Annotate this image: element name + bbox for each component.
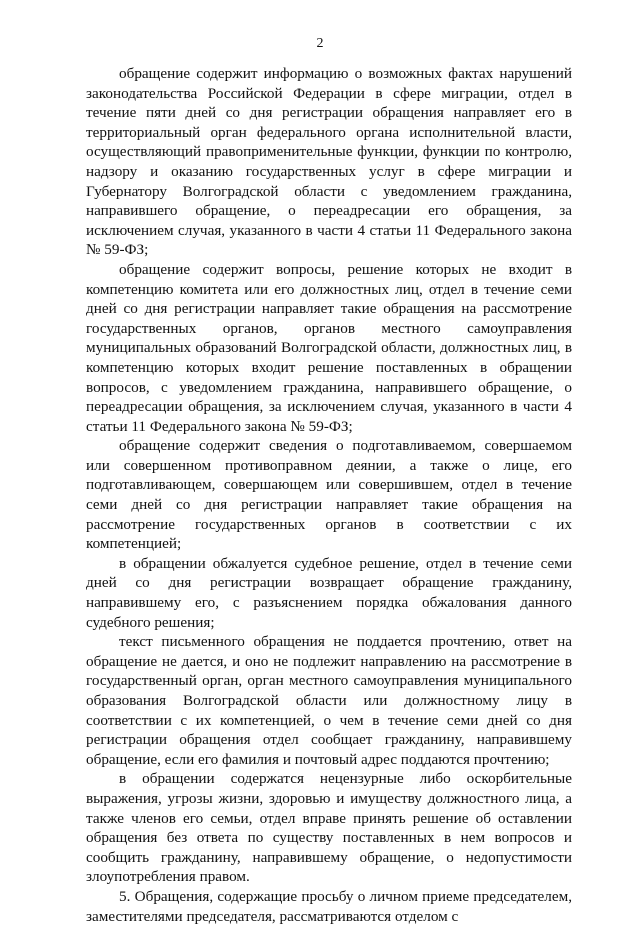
paragraph-unreadable-text: текст письменного обращения не поддается прочтению, ответ на обращение не дается, и оно не подлежит направлению на рассмотрение в государственный орган, орган местного самоуправления муниципального образования Волгоградской области или должностному лицу в соответствии с их компетенцией, о чем в течение семи дней со дня регистрации обращения отдел сообщает гражданину, направившему обращение, если его фамилия и почтовый адрес поддаются прочтению; xyxy=(86,633,572,768)
paragraph-migration-violations: обращение содержит информацию о возможных фактах нарушений законодательства Российской Федерации в сфере миграции, отдел в течение пяти дней со дня регистрации обращения направляет его в территориальный орган федерального органа исполнительной власти, осуществляющий правоприменительные функции, функции по контролю, надзору и оказанию государственных услуг в сфере миграции и Губернатору Волгоградской области с уведомлением гражданина, направившего обращение, о переадресации его обращения, за исключением случая, указанного в части 4 статьи 11 Федерального закона № 59-ФЗ; xyxy=(86,65,572,259)
paragraph-unlawful-act: обращение содержит сведения о подготавливаемом, совершаемом или совершенном противоправном деянии, а также о лице, его подготавливающем, совершающем или совершившем, отдел в течение семи дней со дня регистрации направляет такие обращения на рассмотрение государственных органов в соответствии с их компетенцией; xyxy=(86,437,572,553)
paragraph-outside-competence: обращение содержит вопросы, решение которых не входит в компетенцию комитета или его должностных лиц, отдел в течение семи дней со дня регистрации направляет такие обращения на рассмотрение государственных органов, органов местного самоуправления муниципальных образований Волгоградской области, должностных лиц, в компетенцию которых входит решение поставленных в обращении вопросов, с уведомлением гражданина, направившего обращение, о переадресации обращения, за исключением случая, указанного в части 4 статьи 11 Федерального закона № 59-ФЗ; xyxy=(86,260,572,435)
paragraph-personal-reception: 5. Обращения, содержащие просьбу о личном приеме председателем, заместителями председателя, рассматриваются отделом с xyxy=(86,887,572,925)
document-body xyxy=(86,64,572,926)
paragraph-offensive-language: в обращении содержатся нецензурные либо оскорбительные выражения, угрозы жизни, здоровью и имуществу должностного лица, а также членов его семьи, отдел вправе принять решение об оставлении обращения без ответа по существу поставленных в нем вопросов и сообщить гражданину, направившему обращение, о недопустимости злоупотребления правом. xyxy=(86,770,572,886)
paragraph-court-decision: в обращении обжалуется судебное решение, отдел в течение семи дней со дня регистрации возвращает обращение гражданину, направившему его, с разъяснением порядка обжалования данного судебного решения; xyxy=(86,554,572,631)
page-number: 2 xyxy=(316,36,324,51)
